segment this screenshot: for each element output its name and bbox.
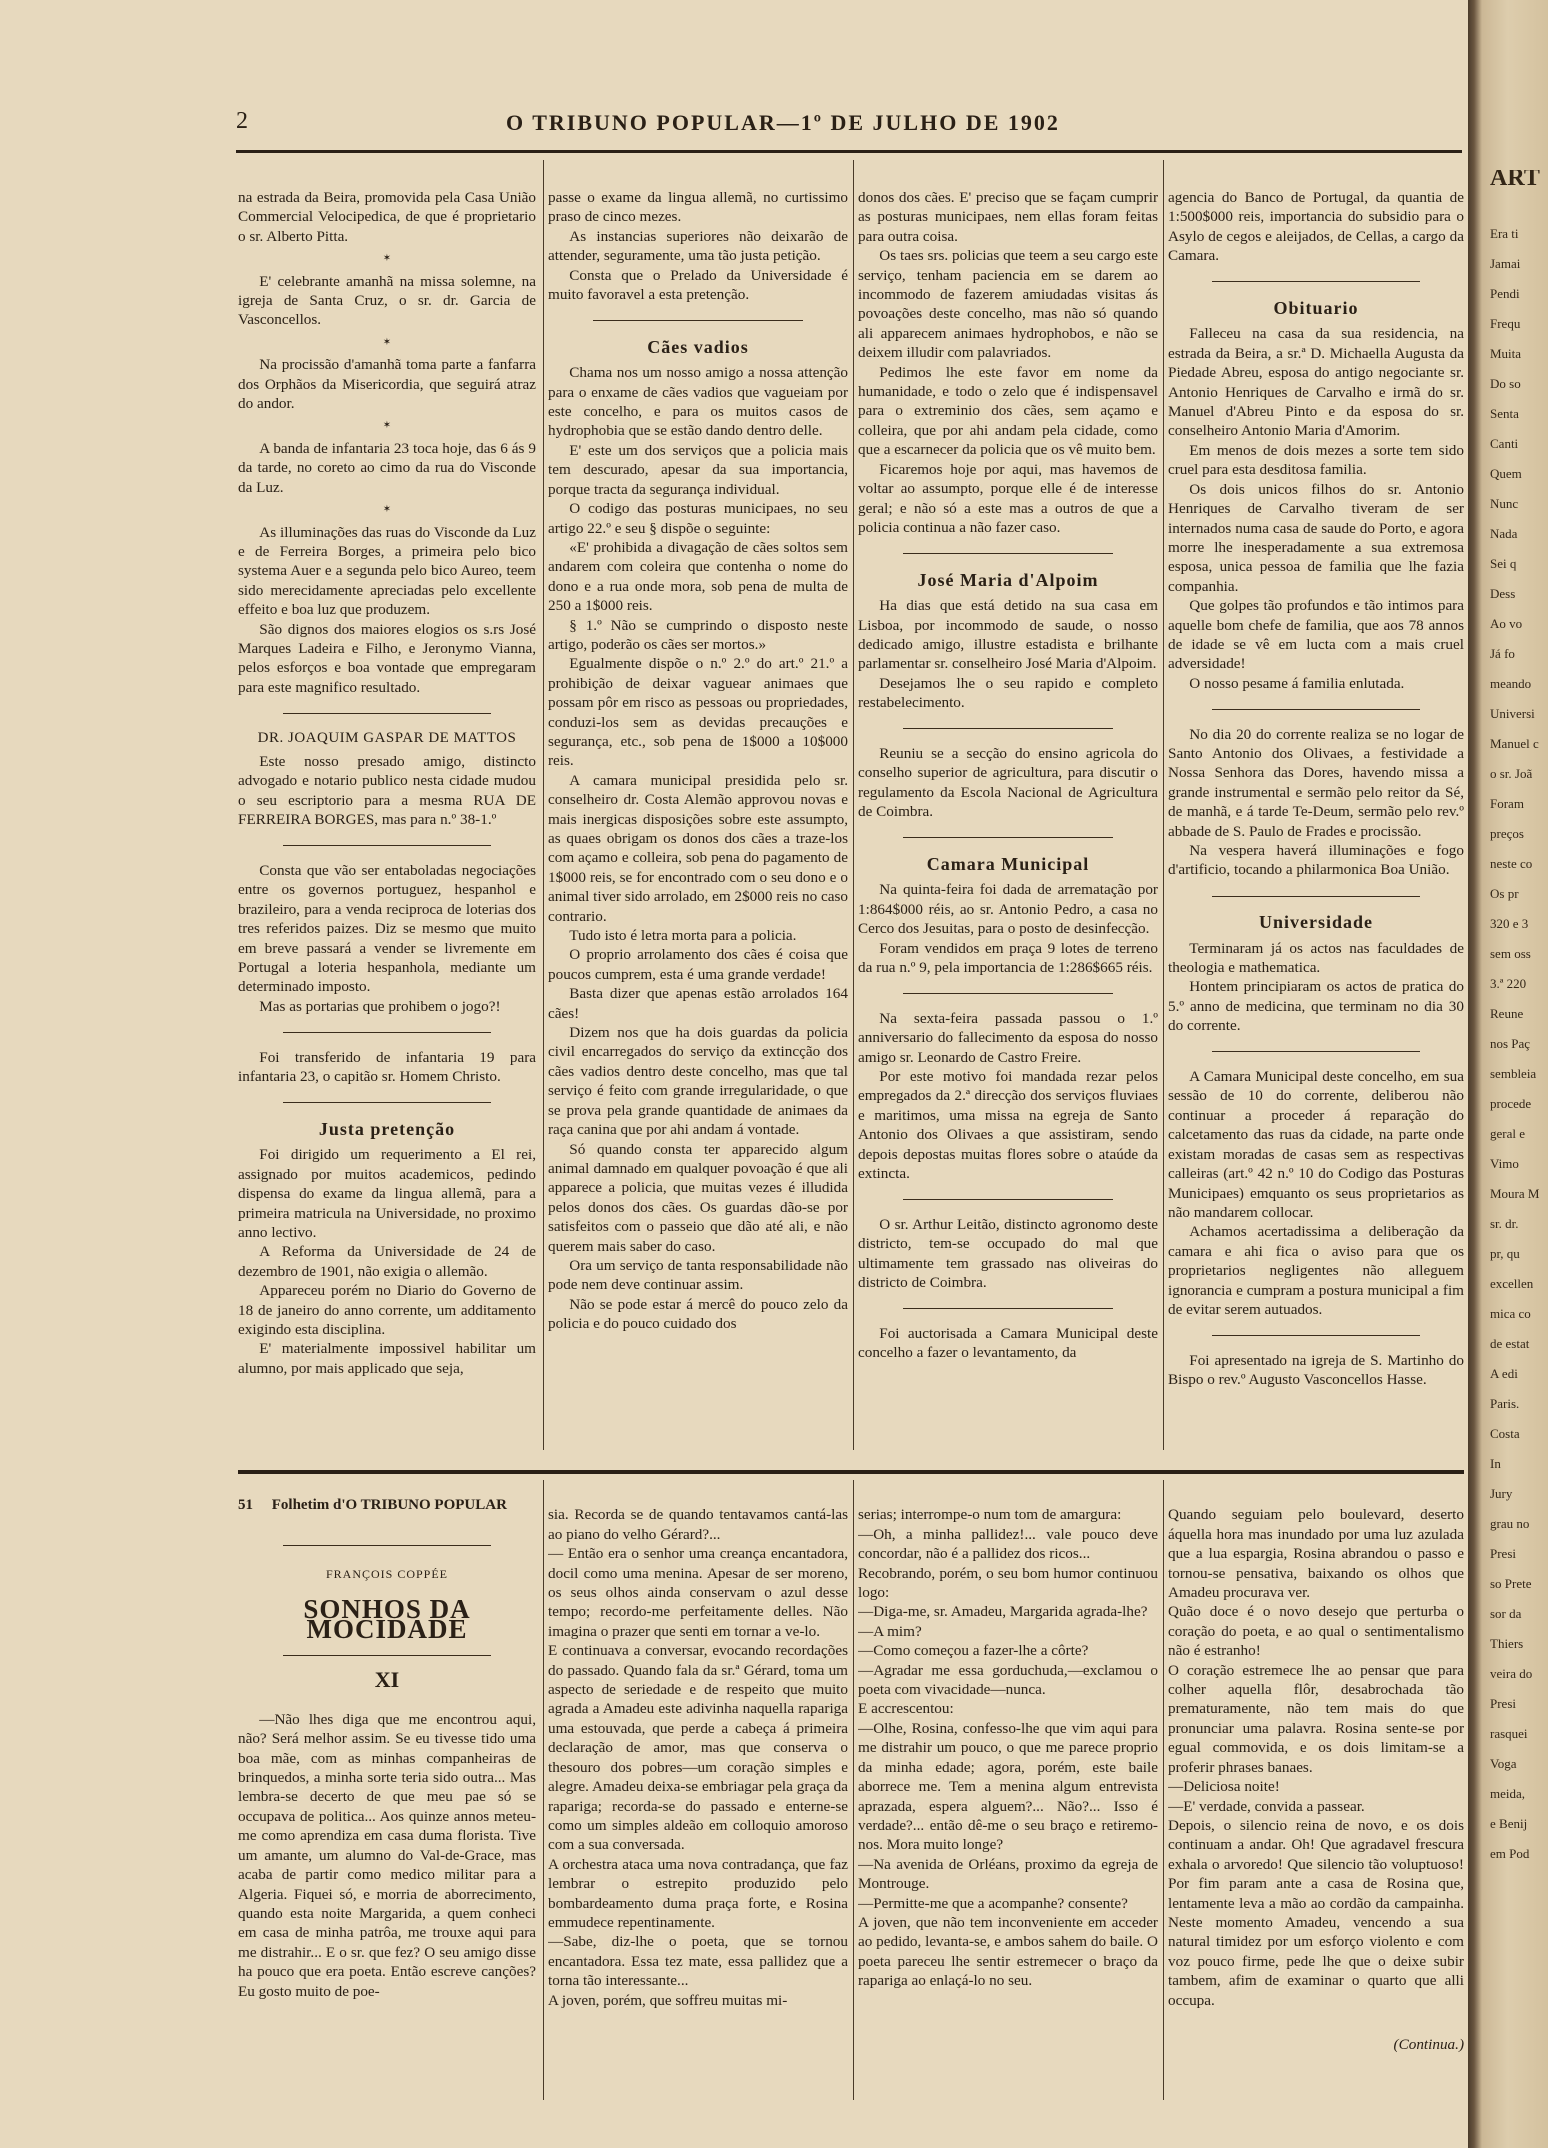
paragraph: São dignos dos maiores elogios os s.rs José Marques Ladeira e Filho, e Jeronymo Vianna, pelos esforços e boa vontade que empregaram para este magnifico resultado. [238, 620, 536, 696]
next-page-fragment: Presi [1490, 1696, 1516, 1711]
next-page-fragment: Do so [1490, 376, 1521, 391]
paragraph: A camara municipal presidida pelo sr. conselheiro dr. Costa Alemão approvou novas e mais inergicas disposições sobre este assumpto, as quaes obrigam os donos dos cães a traze-los com açamo e colleira, sob pena do pagamento de 1$000 reis, se for encontrado com o seu dono e o animal tiver sido arrolado, em 2$000 reis no caso contrario. [548, 771, 848, 925]
paragraph: Por este motivo foi mandada rezar pelos empregados da 2.ª direcção dos serviços fluviaes e maritimos, uma missa na egreja de Santo Antonio dos Olivaes a que assistiram, sendo depois depostas muitas flores sobre o ataúde da extincta. [858, 1068, 1158, 1183]
next-page-fragment: In [1490, 1456, 1501, 1471]
paragraph: O sr. Arthur Leitão, distincto agronomo deste districto, tem-se occupado do mal que ultimamente tem grassado nas oliveiras do districto de Coimbra. [858, 1215, 1158, 1292]
paragraph: Egualmente dispõe o n.º 2.º do art.º 21.º a prohibição de deixar vaguear animaes que possam pôr em risco as pessoas ou propriedades, conduzi-los sem as devidas precauções e segurança, etc., sob pena de 1$000 a 10$000 reis. [548, 655, 848, 770]
paragraph: O nosso pesame á familia enlutada. [1189, 674, 1405, 692]
section-heading: Cães vadios [647, 336, 749, 357]
ornament-rule [1168, 272, 1464, 291]
paragraph: na estrada da Beira, promovida pela Casa União Commercial Velocipedica, de que é proprietario o sr. Alberto Pitta. [238, 189, 536, 245]
next-page-fragment: sem oss [1490, 946, 1531, 961]
page-header [236, 108, 1456, 138]
news-column-4 [1168, 188, 1464, 1450]
next-page-fragment: Ao vo [1490, 616, 1523, 631]
paragraph: Na quinta-feira foi dada de arrematação por 1:864$000 réis, ao sr. Antonio Pedro, a casa no Cerco dos Jesuitas, para o posto de desinfecção. [858, 881, 1158, 938]
next-page-fragment: excellen [1490, 1276, 1534, 1291]
next-page-fragment: Quem [1490, 466, 1522, 481]
next-page-fragment: Reune [1490, 1006, 1524, 1021]
folhetim-text: Quando seguiam pelo boulevard, deserto áquella hora mas inundado por uma luz azulada que a lua espargia, Rosina abrandou o passo e tornou-se pensativa, baixando os olhos que Amadeu procurava ver. Quão doce é o novo desejo que perturba o coração do poeta, e ao qual o sentimentalismo não é estranho! O coração estremece lhe ao pensar que para colher aquella flôr, desabrochada tão prematuramente, não tem mais do que pronunciar uma palavra. Rosina sente-se por egual commovida, e os dois limitam-se a proferir phrases banaes. —Deliciosa noite! —E' verdade, convida a passear. Depois, o silencio reina de novo, e os dois continuam a andar. Oh! Que agradavel frescura exhala o arvoredo! Que silencio tão voluptuoso! Por fim param ante a casa de Rosina que, lentamente leva a mão ao cordão da campainha. Neste momento Amadeu, vencendo a sua natural timidez por um esforço violento e com voz pouco firme, pede lhe que o deixe subir tambem, afim de examinar o quarto que alli occupa. [1168, 1506, 1464, 2009]
next-page-fragment: sr. dr. [1490, 1216, 1519, 1231]
ornament-rule [1168, 886, 1464, 905]
next-page-fragment: Era ti [1490, 226, 1519, 241]
ornament-rule [858, 1190, 1158, 1209]
section-heading: Justa pretenção [318, 1118, 456, 1139]
paragraph: A Reforma da Universidade de 24 de dezembro de 1901, não exigia o allemão. [238, 1243, 536, 1280]
news-column-3 [858, 188, 1158, 1450]
section-heading: Universidade [1258, 912, 1373, 933]
next-page-fragment: rasquei [1490, 1726, 1528, 1741]
next-page-fragment: Costa [1490, 1426, 1520, 1441]
folhetim-text: serias; interrompe-o num tom de amargura: —Oh, a minha pallidez!... vale pouco deve concordar, não é a pallidez dos ricos... Recobrando, porém, o seu bom humor continuou logo: —Diga-me, sr. Amadeu, Margarida agrada-lhe? —A mim? —Como começou a fazer-lhe a côrte? —Agradar me essa gorduchuda,—exclamou o poeta com vivacidade—nunca. E accrescentou: —Olhe, Rosina, confesso-lhe que vim aqui para me distrahir um pouco, o que me parece proprio da minha edade; agora, porém, este baile aborrece me. Tem a menina algum entrevista aprazada, espera alguem?... Não?... Isso é verdade?... então dê-me o seu braço e retiremo-nos. Mora muito longe? —Na avenida de Orléans, proximo da egreja de Montrouge. —Permitte-me que a acompanhe? consente? A joven, que não tem inconveniente em acceder ao pedido, levanta-se, e ambos sahem do baile. O poeta pareceu lhe sentir estremecer o braço da rapariga ao enlaçá-lo no seu. [858, 1506, 1158, 1990]
next-page-fragment: Presi [1490, 1546, 1516, 1561]
paragraph: passe o exame da lingua allemã, no curtissimo praso de cinco mezes. [548, 189, 848, 226]
next-page-fragment: preços [1490, 826, 1524, 841]
next-page-fragment: sor da [1490, 1606, 1522, 1621]
next-page-fragment: Vimo [1490, 1156, 1519, 1171]
news-column-2 [548, 188, 848, 1450]
paragraph: Achamos acertadissima a deliberação da camara e ahi fica o aviso para que os proprietarios negligentes não alleguem ignorancia e cumpram a postura municipal a fim de evitar serem autuados. [1168, 1223, 1464, 1318]
news-column-1 [238, 188, 536, 1450]
paragraph: No dia 20 do corrente realiza se no logar de Santo Antonio dos Olivaes, a festividade a Nossa Senhora das Dores, havendo missa a grande instrumental e sermão pelo reitor da Sé, de manhã, e á tarde Te-Deum, sermão pelo rev.º abbade de S. Paulo de Frades e procissão. [1168, 725, 1464, 840]
ornament-rule [858, 983, 1158, 1002]
next-page-fragment: Os pr [1490, 886, 1519, 901]
next-page-fragment: meando [1490, 676, 1532, 691]
column-rule [543, 1480, 544, 2100]
ornament-rule [238, 836, 536, 855]
paragraph: Foi dirigido um requerimento a El rei, assignado por muitos academicos, pedindo dispensa do exame da lingua allemã, para a primeira matricula na Universidade, no proximo anno lectivo. [238, 1146, 536, 1241]
paragraph: Este nosso presado amigo, distincto advogado e notario publico nesta cidade mudou o seu escriptorio para a mesma RUA DE FERREIRA BORGES, mas para n.º 38-1.º [238, 752, 536, 829]
folhetim-column-2 [548, 1486, 848, 2106]
star-separator: ✶ [382, 504, 392, 516]
next-page-fragment: A edi [1490, 1366, 1518, 1381]
paragraph: O codigo das posturas municipaes, no seu artigo 22.º e seu § dispõe o seguinte: [548, 500, 848, 537]
paragraph: Terminaram já os actos nas faculdades de theologia e mathematica. [1168, 939, 1464, 977]
next-page-fragment: nos Paç [1490, 1036, 1531, 1051]
ornament-rule [858, 1299, 1158, 1318]
next-page-fragment: sembleia [1490, 1066, 1537, 1081]
ornament-rule [858, 543, 1158, 562]
folhetim-number: 51 [238, 1497, 253, 1513]
paragraph: Só quando consta ter apparecido algum animal damnado em qualquer povoação é que ali apparece a policia, que muitas vezes é illudida pelos donos dos cães. Os guardas dão-se por satisfeitos com o passeio que dão até ali, e não querem mais saber do caso. [548, 1140, 848, 1255]
page-number: 2 [236, 108, 248, 134]
section-heading: Obituario [1273, 298, 1359, 319]
next-page-fragment: Dess [1490, 586, 1516, 601]
paragraph: Foram vendidos em praça 9 lotes de terreno da rua n.º 9, pela importancia de 1:286$665 réis. [858, 939, 1158, 977]
ornament-rule [238, 703, 536, 722]
paragraph: O proprio arrolamento dos cães é coisa que poucos cumprem, esta é uma grande verdade! [548, 946, 848, 983]
paragraph: Hontem principiaram os actos de pratica do 5.º anno de medicina, que terminam no dia 30 do corrente. [1168, 978, 1464, 1035]
next-page-fragment: veira do [1490, 1666, 1533, 1681]
paragraph: Não se pode estar á mercê do pouco zelo da policia e do pouco cuidado dos [548, 1295, 848, 1333]
ornament-rule [1168, 1325, 1464, 1344]
folhetim-text: —Não lhes diga que me encontrou aqui, não? Será melhor assim. Se eu tivesse tido uma boa mãe, com as minhas companheiras de brinquedos, a minha sorte teria sido outra... Mas lembra-se decerto de que meu pae só se occupava de politica... Aos quinze annos meteu-me como aprendiza em casa duma florista. Tive um amante, um alumno do Val-de-Grace, mas acaba de partir como medico militar para a Algeria. Fiquei só, e morria de aborrecimento, quando esta noite Margarida, a quem conheci em casa de minha patrôa, me trouxe aqui para me distrahir... E o sr. que fez? O seu amigo disse ha pouco que era poeta. Então escreve canções? Eu gosto muito de poe- [238, 1710, 536, 2000]
paragraph: Basta dizer que apenas estão arrolados 164 cães! [548, 985, 848, 1022]
folhetim-text: sia. Recorda se de quando tentavamos cantá-las ao piano do velho Gérard?... — Então era o senhor uma creança encantadora, docil como uma menina. Apesar de ser moreno, os seus olhos ainda conservam o azul desse tempo; recordo-me perfeitamente delles. Não imagina o prazer que senti em tornar a ve-lo. E continuava a conversar, evocando recordações do passado. Quando fala da sr.ª Gérard, toma um aspecto de seriedade e de respeito que muito agrada a Amadeu este adivinha naquella rapariga uma estouvada, que perde a cabeça á primeira declaração de amor, mas que conserva o thesouro dos pobres—um coração simples e alegre. Amadeu deixa-se embriagar pela graça da rapariga; recorda-se do passado e enterne-se como um simples aldeão em colloquio amoroso com a sua conversada. A orchestra ataca uma nova contradança, que faz lembrar o estrepito produzido pelo bombardeamento duma praça forte, e Rosina emmudece repentinamente. —Sabe, diz-lhe o poeta, que se tornou encantadora. Essa tez mate, essa pallidez que a torna tão interessante... A joven, porém, que soffreu muitas mi- [548, 1506, 848, 2009]
paragraph: Desejamos lhe o seu rapido e completo restabelecimento. [858, 674, 1158, 712]
paragraph: donos dos cães. E' preciso que se façam cumprir as posturas municipaes, nem ellas foram feitas para outra coisa. [858, 189, 1158, 245]
next-page-fragment: Já fo [1490, 646, 1515, 661]
folhetim-heading [238, 1496, 536, 1515]
next-page-fragment: em Pod [1490, 1846, 1530, 1861]
column-rule [543, 160, 544, 1450]
next-page-fragment: o sr. Joã [1490, 766, 1533, 781]
chapter-number: XI [374, 1667, 400, 1693]
paragraph: Pedimos lhe este favor em nome da humanidade, e todo o zelo que é indispensavel para o extreminio dos cães, sem açamo e colleira, que por ahi andam pela cidade, como que a escarnecer da policia que os vê muito bem. [858, 363, 1158, 459]
section-heading: DR. JOAQUIM GASPAR DE MATTOS [257, 729, 517, 746]
folhetim-column-1 [238, 1486, 536, 2106]
next-page-fragment: Frequ [1490, 316, 1521, 331]
ornament-rule [548, 310, 848, 329]
star-separator: ✶ [382, 420, 392, 432]
next-page-fragment: mica co [1490, 1306, 1531, 1321]
ornament-rule [238, 1092, 536, 1111]
next-page-fragment: so Prete [1490, 1576, 1532, 1591]
column-rule [1163, 1480, 1164, 2100]
folhetim-rule [238, 1470, 1464, 1474]
paragraph: Que golpes tão profundos e tão intimos para aquelle bom chefe de familia, que aos 78 annos de idade se vê em lucta com a mais cruel adversidade! [1168, 597, 1464, 673]
next-page-fragment: Pendi [1490, 286, 1520, 301]
ornament-rule [1168, 1042, 1464, 1061]
paragraph: Na sexta-feira passada passou o 1.º anniversario do fallecimento da esposa do nosso amigo sr. Leonardo de Castro Freire. [858, 1009, 1158, 1066]
next-page-fragment: de estat [1490, 1336, 1530, 1351]
next-page-column [1490, 170, 1548, 1876]
next-page-fragment: Nunc [1490, 496, 1519, 511]
ornament-rule [238, 1535, 536, 1554]
paragraph: Ha dias que está detido na sua casa em Lisboa, por incommodo de saude, o nosso dedicado amigo, illustre estadista e brilhante parlamentar sr. conselheiro José Maria d'Alpoim. [858, 597, 1158, 673]
paragraph: E' materialmente impossivel habilitar um alumno, por mais applicado que seja, [238, 1340, 536, 1377]
paragraph: Reuniu se a secção do ensino agricola do conselho superior de agricultura, para discutir o regulamento da Escola Nacional de Agricultura de Coimbra. [858, 744, 1158, 821]
paragraph: «E' prohibida a divagação de cães soltos sem andarem com coleira que contenha o nome do dono e a rua onde mora, sob pena de multa de 250 a 1$000 reis. [548, 538, 848, 615]
column-rule [1163, 160, 1164, 1450]
next-page-fragment: Manuel c [1490, 736, 1539, 751]
paragraph: As instancias superiores não deixarão de attender, seguramente, uma tão justa petição. [548, 227, 848, 265]
next-page-heading: ART [1490, 170, 1540, 191]
paragraph: Na vespera haverá illuminações e fogo d'artificio, tocando a philarmonica Boa União. [1168, 842, 1464, 879]
column-rule [853, 1480, 854, 2100]
paragraph: Ficaremos hoje por aqui, mas havemos de voltar ao assumpto, porque elle é de interesse geral; e não só a este mas a outros de que a policia continua a não fazer caso. [858, 460, 1158, 536]
next-page-fragment: e Benij [1490, 1816, 1528, 1831]
star-separator: ✶ [382, 253, 392, 265]
column-rule [853, 160, 854, 1450]
next-page-fragment: Moura M [1490, 1186, 1540, 1201]
folhetim-column-4 [1168, 1486, 1464, 2106]
paragraph: Dizem nos que ha dois guardas da policia civil encarregados do serviço da extincção dos cães vadios dentro deste concelho, mas que tal serviço é feito com grande irregularidade, o que se prova pela grande quantidade de animaes da raça canina que por ahi andam á vontade. [548, 1024, 848, 1139]
next-page-fragment: pr, qu [1490, 1246, 1520, 1261]
paragraph: As illuminações das ruas do Visconde da Luz e de Ferreira Borges, a primeira pelo bico systema Auer e a segunda pelo bico Aureo, teem sido merecidamente apreciadas pelo excellente effeito e boa luz que produzem. [238, 523, 536, 619]
paragraph: A banda de infantaria 23 toca hoje, das 6 ás 9 da tarde, no coreto ao cimo da rua do Visconde da Luz. [238, 439, 536, 496]
paragraph: Mas as portarias que prohibem o jogo?! [259, 997, 501, 1015]
next-page-fragment: Jury [1490, 1486, 1513, 1501]
next-page-fragment: Nada [1490, 526, 1518, 541]
paragraph: Appareceu porém no Diario do Governo de 18 de janeiro do anno corrente, um additamento exigindo esta disciplina. [238, 1282, 536, 1338]
header-rule [236, 150, 1462, 153]
paragraph: Foi auctorisada a Camara Municipal deste concelho a fazer o levantamento, da [858, 1324, 1158, 1362]
folhetim-label: Folhetim d'O TRIBUNO POPULAR [271, 1497, 507, 1513]
ornament-rule [238, 1022, 536, 1041]
section-heading: Camara Municipal [926, 854, 1090, 874]
paragraph: Ora um serviço de tanta responsabilidade não pode nem deve continuar assim. [548, 1256, 848, 1294]
paragraph: Os dois unicos filhos do sr. Antonio Henriques de Carvalho tiveram de ser internados numa casa de saude do Porto, e agora morre lhe inesperadamente a sua extremosa esposa, unica pessoa de familia que lhe fazia companhia. [1168, 480, 1464, 595]
paragraph: Na procissão d'amanhã toma parte a fanfarra dos Orphãos da Misericordia, que seguirá atraz do andor. [238, 356, 536, 413]
paragraph: agencia do Banco de Portugal, da quantia de 1:500$000 reis, importancia do subsidio para o Asylo de cegos e aleijados, de Cellas, a cargo da Camara. [1168, 189, 1464, 265]
next-page-fragment: procede [1490, 1096, 1532, 1111]
next-page-fragment: neste co [1490, 856, 1533, 871]
paragraph: Chama nos um nosso amigo a nossa attenção para o enxame de cães vadios que vagueiam por este concelho, e para os muitos casos de hydrophobia que se estão dando dentro delle. [548, 364, 848, 440]
ornament-rule [238, 1645, 536, 1664]
next-page-fragment: Voga [1490, 1756, 1517, 1771]
folhetim-column-3 [858, 1486, 1158, 2106]
paragraph: E' este um dos serviços que a policia mais tem descurado, apesar da sua importancia, porque tracta da segurança individual. [548, 441, 848, 498]
paragraph: Tudo isto é letra morta para a policia. [569, 927, 797, 945]
continua-note: (Continua.) [1393, 2036, 1464, 2054]
paragraph: Consta que o Prelado da Universidade é muito favoravel a esta pretenção. [548, 266, 848, 304]
next-page-fragment: 3.ª 220 [1490, 976, 1527, 991]
next-page-fragment: meida, [1490, 1786, 1526, 1801]
next-page-fragment: Sei q [1490, 556, 1517, 571]
star-separator: ✶ [382, 336, 392, 348]
next-page-fragment: Muita [1490, 346, 1522, 361]
ornament-rule [858, 828, 1158, 847]
paragraph: Em menos de dois mezes a sorte tem sido cruel para esta desditosa familia. [1168, 441, 1464, 479]
folhetim-author: FRANÇOIS COPPÉE [325, 1566, 449, 1581]
next-page-fragment: Universi [1490, 706, 1535, 721]
ornament-rule [858, 719, 1158, 738]
next-page-fragment: Jamai [1490, 256, 1521, 271]
paragraph: Os taes srs. policias que teem a seu cargo este serviço, tenham paciencia em se darem ao incommodo de fazerem amiudadas visitas ás povoações deste concelho, mas não só quando ali apparecem animaes hydrophobos, e não se deixem illudir com palavriados. [858, 247, 1158, 362]
paragraph: Consta que vão ser entaboladas negociações entre os governos portuguez, hespanhol e brazileiro, para a venda reciproca de loterias dos tres referidos paizes. Diz se mesmo que muito em breve passará a vender se livremente em Portugal a loteria hespanhola, mediante um determinado imposto. [238, 862, 536, 996]
next-page-fragment: Foram [1490, 796, 1524, 811]
masthead: O TRIBUNO POPULAR—1º DE JULHO DE 1902 [506, 110, 1060, 135]
section-heading: José Maria d'Alpoim [917, 569, 1099, 590]
next-page-fragment: Paris. [1490, 1396, 1520, 1411]
ornament-rule [1168, 699, 1464, 718]
paragraph: Falleceu na casa da sua residencia, na estrada da Beira, a sr.ª D. Michaella Augusta da Piedade Abreu, esposa do antigo negociante sr. Antonio Henriques de Carvalho e irmã do sr. Manuel d'Abreu Pinto e da esposa do sr. conselheiro Antonio Maria d'Amorim. [1168, 325, 1464, 440]
paragraph: § 1.º Não se cumprindo o disposto neste artigo, poderão os cães ser mortos.» [548, 616, 848, 653]
next-page-fragment: geral e [1490, 1126, 1526, 1141]
paragraph: Foi apresentado na igreja de S. Martinho do Bispo o rev.º Augusto Vasconcellos Hasse. [1168, 1351, 1464, 1389]
folhetim-title: SONHOS DA MOCIDADE [303, 1594, 471, 1644]
paragraph: E' celebrante amanhã na missa solemne, na igreja de Santa Cruz, o sr. dr. Garcia de Vasconcellos. [238, 272, 536, 329]
next-page-fragment: grau no [1490, 1516, 1530, 1531]
next-page-fragment: Senta [1490, 406, 1519, 421]
paragraph: A Camara Municipal deste concelho, em sua sessão de 10 do corrente, deliberou não continuar a proceder á reparação do calcetamento das ruas da cidade, na parte onde existam moradas de casas sem as respectivas calleiras (art.º 42 n.º 10 do Codigo das Posturas Municipaes) emquanto os seus proprietarios as não mandarem collocar. [1168, 1068, 1464, 1221]
next-page-fragment: Canti [1490, 436, 1519, 451]
paragraph: Foi transferido de infantaria 19 para infantaria 23, o capitão sr. Homem Christo. [238, 1048, 536, 1086]
next-page-fragment: 320 e 3 [1490, 916, 1529, 931]
next-page-fragment: Thiers [1490, 1636, 1524, 1651]
